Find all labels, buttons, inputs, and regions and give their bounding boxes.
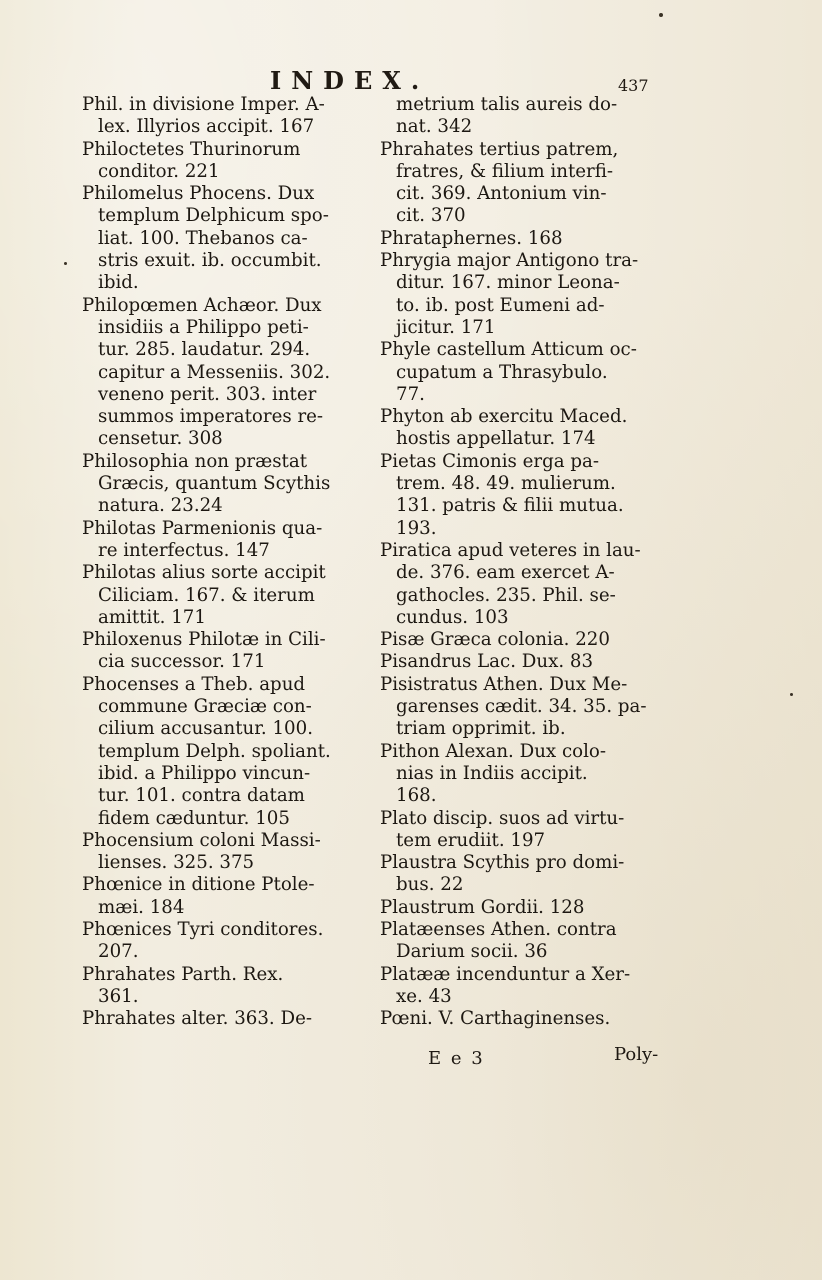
index-entry-continuation: lienses. 325. 375 <box>98 852 255 874</box>
index-entry-continuation: capitur a Messeniis. 302. <box>98 361 331 383</box>
index-entry-continuation: 361. <box>98 985 139 1007</box>
index-entry-continuation: conditor. 221 <box>98 160 220 182</box>
index-entry-continuation: censetur. 308 <box>98 428 223 450</box>
index-entry: Pisistratus Athen. Dux Me- <box>380 673 628 695</box>
index-entry-continuation: stris exuit. ib. occumbit. <box>98 250 322 272</box>
index-entry-continuation: hostis appellatur. 174 <box>396 428 596 450</box>
index-entry: Piratica apud veteres in lau- <box>380 539 641 561</box>
ink-speck <box>64 262 67 265</box>
page-number: 437 <box>618 76 649 95</box>
index-entry: Pithon Alexan. Dux colo- <box>380 740 606 762</box>
index-entry: Phyle castellum Atticum oc- <box>380 339 637 361</box>
index-entry: Philomelus Phocens. Dux <box>82 183 315 205</box>
index-entry-continuation: bus. 22 <box>396 874 464 896</box>
index-entry-continuation: de. 376. eam exercet A- <box>396 562 615 584</box>
index-entry-continuation: templum Delph. spoliant. <box>98 740 331 762</box>
index-entry-continuation: 168. <box>396 785 437 807</box>
index-entry-continuation: summos imperatores re- <box>98 406 324 428</box>
index-entry-continuation: tur. 285. laudatur. 294. <box>98 339 311 361</box>
index-entry-continuation: templum Delphicum spo- <box>98 205 329 227</box>
index-entry-continuation: cit. 370 <box>396 205 466 227</box>
index-entry: Phœnice in ditione Ptole- <box>82 874 315 896</box>
index-entry-continuation: cilium accusantur. 100. <box>98 718 313 740</box>
catchword: Poly- <box>614 1044 659 1065</box>
index-entry-continuation: to. ib. post Eumeni ad- <box>396 294 605 316</box>
index-entry: Plaustrum Gordii. 128 <box>380 896 585 918</box>
index-entry-continuation: veneno perit. 303. inter <box>98 383 317 405</box>
index-entry-continuation: insidiis a Philippo peti- <box>98 316 309 338</box>
index-entry-continuation: 193. <box>396 517 437 539</box>
index-entry-continuation: fidem cæduntur. 105 <box>98 807 290 829</box>
index-entry-continuation: commune Græciæ con- <box>98 696 312 718</box>
index-entry-continuation: cit. 369. Antonium vin- <box>396 183 607 205</box>
index-entry-continuation: lex. Illyrios accipit. 167 <box>98 116 315 138</box>
index-entry-continuation: 131. patris & filii mutua. <box>396 495 624 517</box>
signature-mark: E e 3 <box>428 1048 485 1069</box>
index-entry: Plato discip. suos ad virtu- <box>380 807 625 829</box>
index-entry: Phyton ab exercitu Maced. <box>380 406 628 428</box>
index-entry: Phocenses a Theb. apud <box>82 673 306 695</box>
index-entry: Philotas alius sorte accipit <box>82 562 326 584</box>
index-entry-continuation: cupatum a Thrasybulo. <box>396 361 608 383</box>
index-entry: Plaustra Scythis pro domi- <box>380 852 625 874</box>
index-entry: Phrahates Parth. Rex. <box>82 963 284 985</box>
index-entry: Pœni. V. Carthaginenses. <box>380 1008 611 1030</box>
index-entry-continuation: 207. <box>98 941 139 963</box>
index-entry: Phocensium coloni Massi- <box>82 829 321 851</box>
index-entry: Phœnices Tyri conditores. <box>82 918 324 940</box>
index-entry: Platæenses Athen. contra <box>380 918 617 940</box>
page-title: INDEX. <box>270 66 430 95</box>
index-entry-continuation: cia successor. 171 <box>98 651 266 673</box>
index-entry: Philoctetes Thurinorum <box>82 138 301 160</box>
index-entry: Philotas Parmenionis qua- <box>82 517 323 539</box>
index-entry-continuation: ibid. a Philippo vincun- <box>98 762 311 784</box>
index-column-left <box>82 94 374 1030</box>
index-entry-continuation: Darium socii. 36 <box>396 941 548 963</box>
index-entry-continuation: triam opprimit. ib. <box>396 718 566 740</box>
ink-speck <box>659 13 663 17</box>
index-entry-continuation: mæi. 184 <box>98 896 185 918</box>
index-entry: Phrahates alter. 363. De- <box>82 1008 312 1030</box>
index-entry: Platææ incenduntur a Xer- <box>380 963 631 985</box>
index-entry-continuation: garenses cædit. 34. 35. pa- <box>396 696 647 718</box>
index-entry-continuation: natura. 23.24 <box>98 495 223 517</box>
index-entry: Pisæ Græca colonia. 220 <box>380 629 610 651</box>
index-entry-continuation: Græcis, quantum Scythis <box>98 473 331 495</box>
index-entry-continuation: liat. 100. Thebanos ca- <box>98 227 308 249</box>
index-entry: Pisandrus Lac. Dux. 83 <box>380 651 594 673</box>
index-entry: Phil. in divisione Imper. A- <box>82 94 325 115</box>
index-entry: Phrygia major Antigono tra- <box>380 250 639 272</box>
index-entry-continuation: 77. <box>396 383 425 405</box>
index-entry-continuation: trem. 48. 49. mulierum. <box>396 473 616 495</box>
index-entry-continuation: nat. 342 <box>396 116 473 138</box>
index-entry: Philosophia non præstat <box>82 450 307 472</box>
index-entry-continuation: fratres, & filium interfi- <box>396 160 613 182</box>
index-entry-continuation: xe. 43 <box>396 985 452 1007</box>
index-entry: Philopœmen Achæor. Dux <box>82 294 322 316</box>
index-entry: Pietas Cimonis erga pa- <box>380 450 600 472</box>
index-entry: Phrataphernes. 168 <box>380 227 563 249</box>
index-entry-continuation: amittit. 171 <box>98 606 206 628</box>
index-entry-continuation: Ciliciam. 167. & iterum <box>98 584 315 606</box>
index-entry-continuation: cundus. 103 <box>396 606 509 628</box>
index-entry: Phrahates tertius patrem, <box>380 138 619 160</box>
index-entry-continuation: tur. 101. contra datam <box>98 785 305 807</box>
index-entry-continuation: ditur. 167. minor Leona- <box>396 272 620 294</box>
index-entry-continuation: gathocles. 235. Phil. se- <box>396 584 616 606</box>
index-entry-continuation: tem erudiit. 197 <box>396 829 546 851</box>
index-entry-continuation: ibid. <box>98 272 139 294</box>
index-entry-continuation: metrium talis aureis do- <box>396 94 618 115</box>
index-entry-continuation: re interfectus. 147 <box>98 539 270 561</box>
index-entry-continuation: jicitur. 171 <box>396 316 496 338</box>
index-entry-continuation: nias in Indiis accipit. <box>396 762 588 784</box>
ink-speck <box>790 693 793 696</box>
index-entry: Philoxenus Philotæ in Cili- <box>82 629 326 651</box>
index-column-right <box>380 94 680 1030</box>
